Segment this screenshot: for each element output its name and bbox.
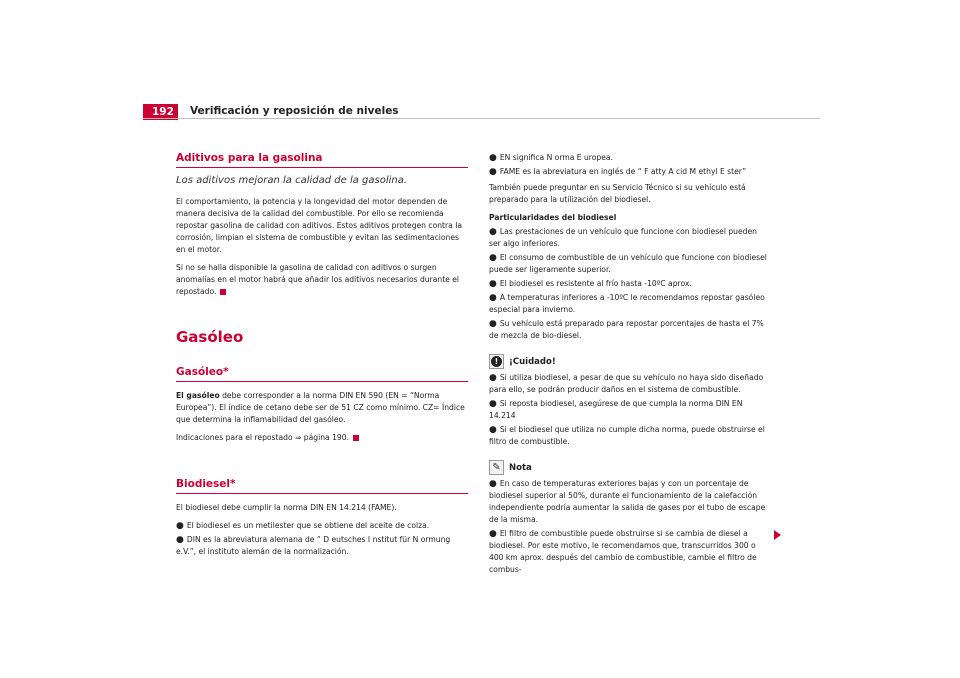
page-number: 192 [143,104,178,120]
paragraph-link[interactable]: Indicaciones para el repostado ⇒ página 190. [176,432,468,444]
running-header: Verificación y reposición de niveles [190,105,399,117]
bullet-icon: ● [489,253,497,263]
list-item: ● El biodiesel es resistente al frío hasta -10ºC aprox. [489,279,692,289]
note-heading: ✎ Nota [489,460,771,475]
list-item: ● Su vehículo está preparado para repostar porcentajes de hasta el 7% de mezcla de bio-diesel. [489,319,764,340]
list-item: ● El consumo de combustible de un vehículo que funcione con biodiesel puede ser ligeramente superior. [489,253,767,274]
bullet-icon: ● [489,279,497,289]
subheading-particularidades: Particularidades del biodiesel [489,213,617,222]
bullet-icon: ● [489,529,497,539]
paragraph: Si no se halla disponible la gasolina de calidad con aditivos o surgen anomalías en el motor habrá que añadir los aditivos necesarios durante el repostado. [176,263,460,296]
end-of-section-icon [220,289,226,295]
list-item: ● EN significa N orma E uropea. [489,153,613,163]
end-of-section-icon [353,435,359,441]
warning-icon: ! [489,354,504,369]
list-item: ● FAME es la abreviatura en inglés de “ F atty A cid M ethyl E ster” [489,167,747,177]
section-subtitle-aditivos: Los aditivos mejoran la calidad de la gasolina. [176,175,408,186]
continue-arrow-icon [774,530,781,540]
chapter-title-gasoleo: Gasóleo [176,328,244,346]
paragraph: El biodiesel debe cumplir la norma DIN EN 14.214 (FAME). [176,503,397,512]
note-icon: ✎ [489,460,504,475]
paragraph: El comportamiento, la potencia y la longevidad del motor dependen de manera decisiva de la calidad del combustible. Por ello se recomienda repostar gasolina de calidad con aditivos. Estos aditivos protegen contra la corrosión, limpian el sistema de combustible y evitan las sedimentaciones en el motor. [176,197,462,254]
bullet-icon: ● [489,399,497,409]
list-item: ● En caso de temperaturas exteriores bajas y con un porcentaje de biodiesel superior al 50%, durante el funcionamiento de la calefacción independiente podría aumentar la salida de gases por el tubo de escape de la misma. [489,479,766,524]
list-item: ● A temperaturas inferiores a -10ºC le recomendamos repostar gasóleo especial para invierno. [489,293,765,314]
bullet-icon: ● [176,521,184,531]
header-rule [143,118,820,119]
bullet-icon: ● [489,373,497,383]
section-title-gasoleo: Gasóleo* [176,366,468,382]
bullet-icon: ● [489,227,497,237]
list-item: ● DIN es la abreviatura alemana de “ D eutsches I nstitut für N ormung e.V.”, el instituto alemán de la normalización. [176,535,451,556]
list-item: ● El biodiesel es un metilester que se obtiene del aceite de colza. [176,521,430,531]
paragraph: También puede preguntar en su Servicio Técnico si su vehículo está preparado para la utilización del biodiesel. [489,183,746,204]
right-column [489,152,771,578]
bullet-icon: ● [176,535,184,545]
bullet-icon: ● [489,319,497,329]
bullet-icon: ● [489,425,497,435]
left-column [176,152,468,560]
bullet-icon: ● [489,293,497,303]
section-title-aditivos: Aditivos para la gasolina [176,152,468,168]
bullet-icon: ● [489,479,497,489]
list-item: ● Las prestaciones de un vehículo que funcione con biodiesel pueden ser algo inferiores. [489,227,757,248]
bullet-icon: ● [489,153,497,163]
list-item: ● Si utiliza biodiesel, a pesar de que su vehículo no haya sido diseñado para ello, se podrán producir daños en el sistema de combustible. [489,373,764,394]
list-item: ● Si reposta biodiesel, asegúrese de que cumpla la norma DIN EN 14.214 [489,399,743,420]
warning-heading: ! ¡Cuidado! [489,354,771,369]
list-item: ● Si el biodiesel que utiliza no cumple dicha norma, puede obstruirse el filtro de combustible. [489,425,765,446]
paragraph: El gasóleo debe corresponder a la norma DIN EN 590 (EN = “Norma Europea”). El índice de cetano debe ser de 51 CZ como mínimo. CZ= Índice que determina la inflamabilidad del gasóleo. [176,391,465,424]
list-item: ● El filtro de combustible puede obstruirse si se cambia de diesel a biodiesel. Por este motivo, le recomendamos que, transcurridos 300 o 400 km aprox. después del cambio de combustible, cambie el filtro de combus- [489,529,757,574]
section-title-biodiesel: Biodiesel* [176,478,468,494]
bullet-icon: ● [489,167,497,177]
